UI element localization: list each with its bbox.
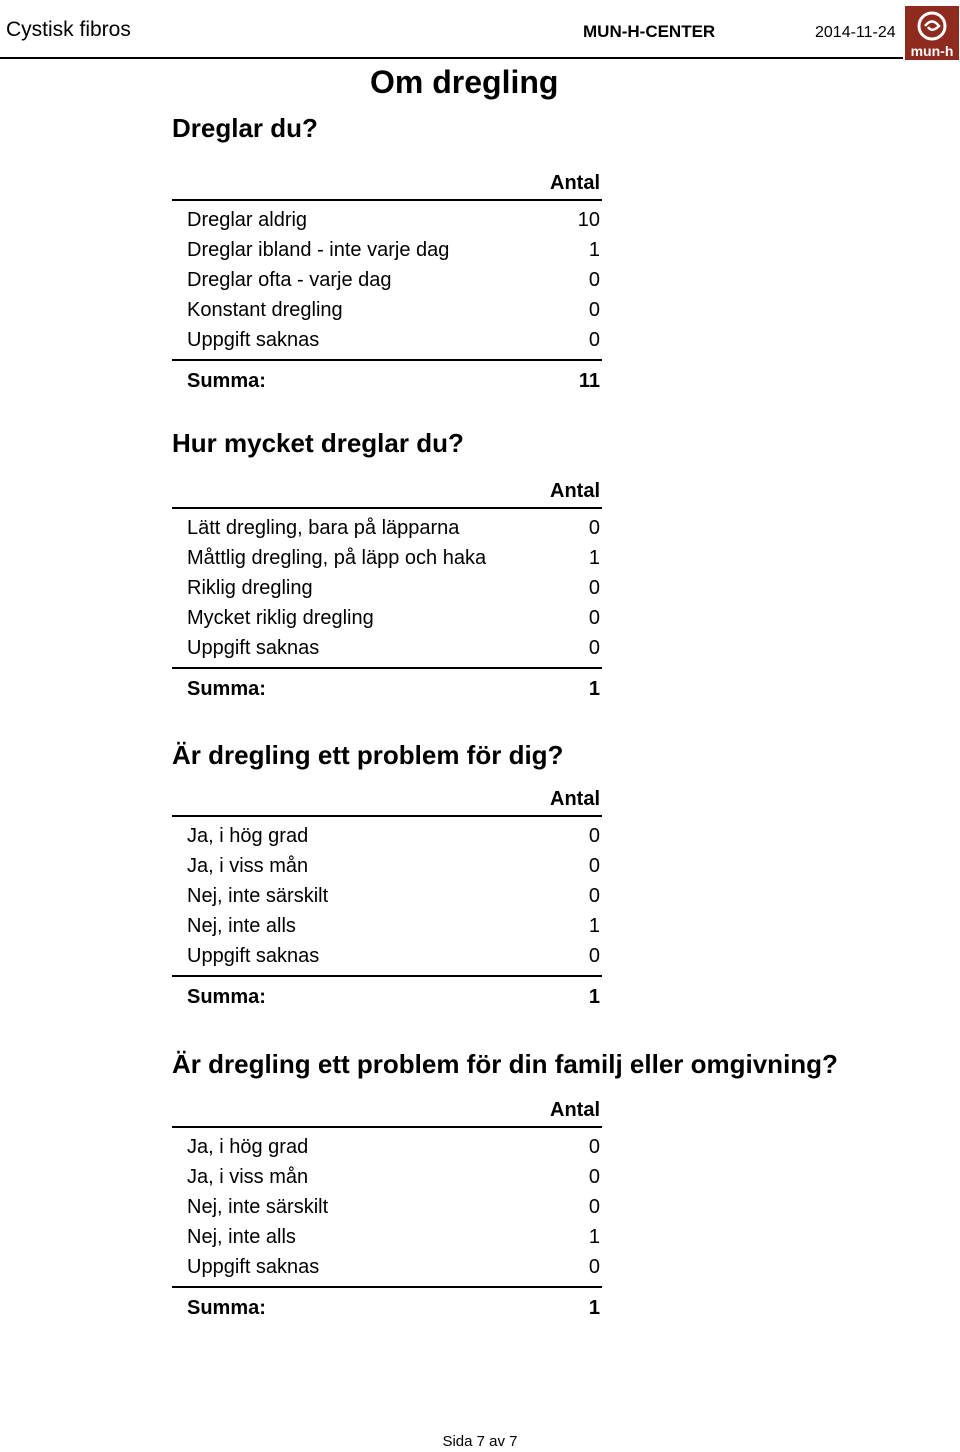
table-row — [172, 633, 602, 663]
sum-value: 1 — [588, 678, 600, 700]
row-value: 0 — [588, 945, 600, 967]
table-row — [172, 1132, 602, 1162]
table-header — [172, 471, 602, 509]
answer-table — [172, 163, 602, 401]
section-title: Är dregling ett problem för din familj eller omgivning? — [172, 1049, 838, 1079]
row-label: Uppgift saknas — [187, 945, 320, 967]
row-label: Ja, i viss mån — [187, 855, 309, 877]
row-value: 0 — [588, 577, 600, 599]
row-label: Ja, i viss mån — [187, 1166, 309, 1188]
row-value: 0 — [588, 269, 600, 291]
sum-label: Summa: — [187, 678, 266, 700]
column-header-antal: Antal — [550, 172, 600, 194]
row-label: Uppgift saknas — [187, 637, 320, 659]
table-row — [172, 851, 602, 881]
column-header-antal: Antal — [550, 480, 600, 502]
row-value: 0 — [588, 299, 600, 321]
table-row — [172, 1222, 602, 1252]
section-title: Är dregling ett problem för dig? — [172, 740, 564, 770]
table-row — [172, 325, 602, 355]
table-row — [172, 881, 602, 911]
logo-text: mun-h — [910, 43, 954, 59]
report-date: 2014-11-24 — [815, 24, 896, 41]
row-label: Nej, inte alls — [187, 1226, 296, 1248]
row-value: 0 — [588, 1166, 600, 1188]
row-label: Dreglar ibland - inte varje dag — [187, 239, 450, 261]
row-label: Uppgift saknas — [187, 329, 320, 351]
table-row — [172, 295, 602, 325]
table-row — [172, 821, 602, 851]
column-header-antal: Antal — [550, 1099, 600, 1121]
table-row — [172, 265, 602, 295]
sum-row — [172, 977, 602, 1017]
sum-label: Summa: — [187, 986, 266, 1008]
table-row — [172, 205, 602, 235]
sum-label: Summa: — [187, 1297, 266, 1319]
table-row — [172, 603, 602, 633]
page-number: Sida 7 av 7 — [442, 1433, 518, 1450]
answer-table — [172, 471, 602, 709]
row-label: Dreglar ofta - varje dag — [187, 269, 392, 291]
sum-value: 1 — [588, 986, 600, 1008]
row-label: Lätt dregling, bara på läpparna — [187, 517, 460, 539]
mun-h-logo — [905, 6, 959, 60]
table-header — [172, 1090, 602, 1128]
row-label: Dreglar aldrig — [187, 209, 308, 231]
table-row — [172, 513, 602, 543]
row-value: 1 — [588, 915, 600, 937]
header-divider — [0, 57, 903, 59]
table-row — [172, 1252, 602, 1282]
row-label: Ja, i hög grad — [187, 825, 309, 847]
row-value: 1 — [588, 547, 600, 569]
sum-label: Summa: — [187, 370, 266, 392]
row-value: 0 — [588, 607, 600, 629]
row-label: Nej, inte särskilt — [187, 1196, 329, 1218]
column-header-antal: Antal — [550, 788, 600, 810]
row-label: Riklig dregling — [187, 577, 313, 599]
table-row — [172, 941, 602, 971]
table-row — [172, 235, 602, 265]
row-value: 0 — [588, 855, 600, 877]
table-row — [172, 573, 602, 603]
row-value: 0 — [588, 1136, 600, 1158]
row-label: Nej, inte alls — [187, 915, 296, 937]
page-title: Om dregling — [370, 64, 559, 100]
answer-table — [172, 779, 602, 1017]
table-header — [172, 163, 602, 201]
table-row — [172, 543, 602, 573]
table-row — [172, 911, 602, 941]
row-value: 0 — [588, 885, 600, 907]
table-row — [172, 1192, 602, 1222]
section-title: Hur mycket dreglar du? — [172, 428, 464, 458]
row-value: 0 — [588, 517, 600, 539]
row-value: 0 — [588, 637, 600, 659]
row-label: Mycket riklig dregling — [187, 607, 374, 629]
row-value: 10 — [577, 209, 600, 231]
sum-value: 11 — [578, 370, 600, 392]
row-value: 1 — [588, 239, 600, 261]
row-label: Nej, inte särskilt — [187, 885, 329, 907]
row-label: Konstant dregling — [187, 299, 343, 321]
section-title: Dreglar du? — [172, 113, 318, 143]
row-label: Uppgift saknas — [187, 1256, 320, 1278]
row-value: 0 — [588, 825, 600, 847]
sum-row — [172, 361, 602, 401]
sum-row — [172, 669, 602, 709]
sum-value: 1 — [588, 1297, 600, 1319]
center-title: MUN-H-CENTER — [583, 22, 716, 41]
document-title: Cystisk fibros — [6, 18, 131, 41]
row-label: Måttlig dregling, på läpp och haka — [187, 547, 487, 569]
row-value: 0 — [588, 1196, 600, 1218]
row-value: 0 — [588, 1256, 600, 1278]
swirl-icon — [915, 9, 949, 43]
answer-table — [172, 1090, 602, 1328]
row-value: 1 — [588, 1226, 600, 1248]
row-label: Ja, i hög grad — [187, 1136, 309, 1158]
table-header — [172, 779, 602, 817]
table-row — [172, 1162, 602, 1192]
sum-row — [172, 1288, 602, 1328]
row-value: 0 — [588, 329, 600, 351]
